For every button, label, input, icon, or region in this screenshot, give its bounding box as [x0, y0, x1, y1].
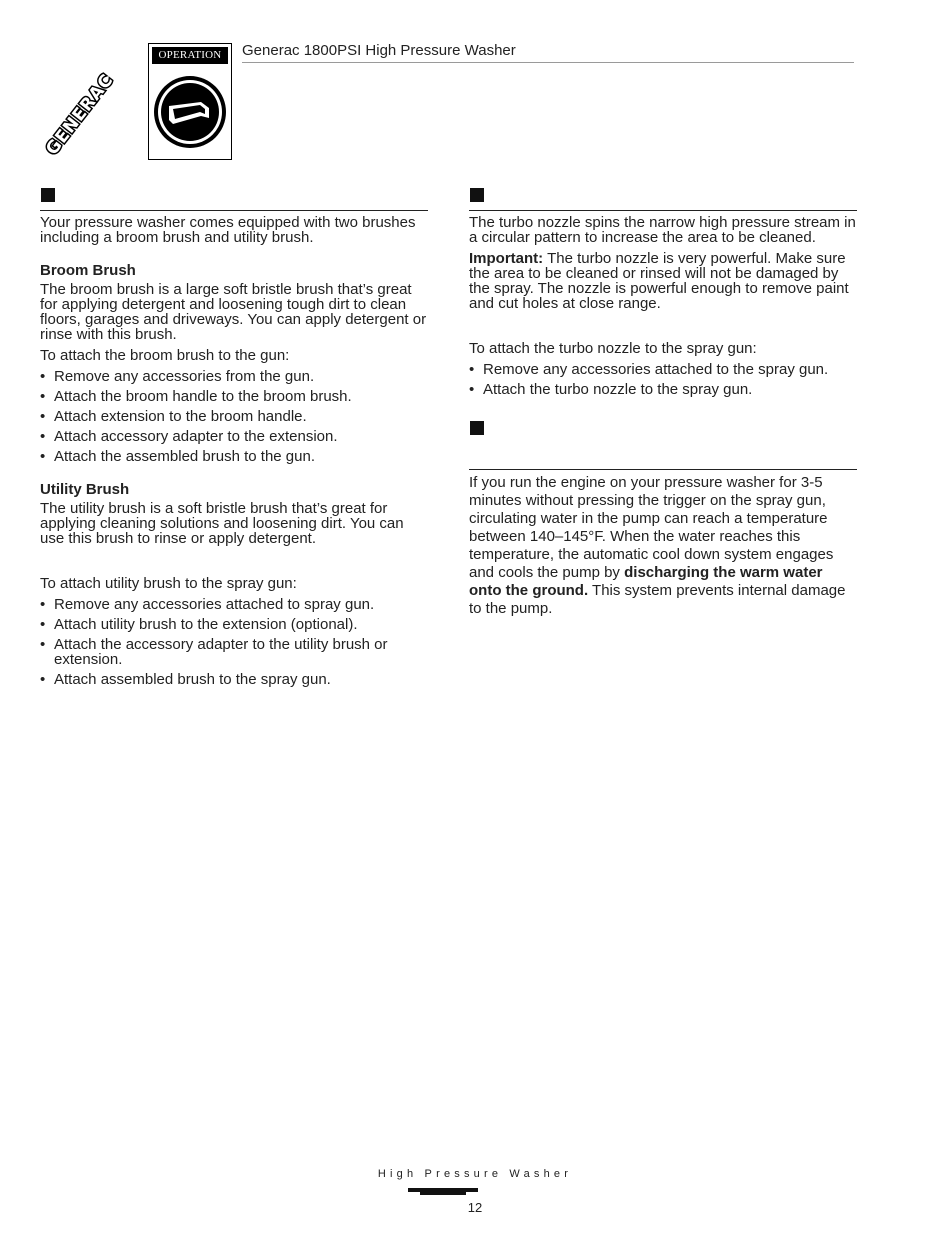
page-number: 12: [467, 1200, 483, 1215]
turbo-text: The turbo nozzle spins the narrow high pressure stream in a circular pattern to increase the area to be cleaned.: [469, 214, 856, 246]
list-item: • Remove any accessories from the gun.: [40, 368, 315, 385]
list-item: • Attach the assembled brush to the gun.: [40, 448, 315, 465]
brand-logo: [40, 42, 152, 162]
list-item: • Attach the turbo nozzle to the spray gun.: [469, 381, 753, 398]
list-item: • Attach accessory adapter to the extension.: [40, 428, 338, 445]
broom-steps-list: [40, 369, 428, 464]
turbo-steps-list: [469, 362, 857, 397]
utility-steps-list: [40, 597, 428, 687]
utility-brush-text: The utility brush is a soft bristle brush that’s great for applying cleaning solutions and loosening dirt. You can use this brush to rinse or apply detergent.: [40, 500, 404, 547]
list-item: • Attach extension to the broom handle.: [40, 408, 307, 425]
operation-icon: [151, 64, 229, 158]
broom-brush-heading: Broom Brush: [40, 262, 136, 279]
header-rule: [242, 62, 854, 63]
list-item: • Attach assembled brush to the spray gun.: [40, 671, 331, 688]
operation-badge-label: OPERATION: [152, 47, 228, 64]
list-item: • Remove any accessories attached to the spray gun.: [469, 361, 829, 378]
broom-attach-intro: To attach the broom brush to the gun:: [40, 347, 290, 364]
brushes-intro: Your pressure washer comes equipped with two brushes including a broom brush and utility brush.: [40, 214, 416, 246]
left-column: [40, 188, 428, 692]
section-marker: [41, 188, 55, 202]
brushes-section-header: [40, 188, 428, 211]
utility-attach-intro: To attach utility brush to the spray gun:: [40, 575, 297, 592]
cooldown-section-header: [469, 421, 857, 470]
important-label: Important:: [469, 250, 544, 267]
footer-bar-tab: [420, 1192, 466, 1195]
list-item: • Attach the accessory adapter to the utility brush or extension.: [40, 636, 388, 668]
important-text: The turbo nozzle is very powerful. Make sure the area to be cleaned or rinsed will not be damaged by the spray. The nozzle is powerful enough to remove paint and cut holes at close range.: [469, 250, 849, 312]
list-item: • Remove any accessories attached to spray gun.: [40, 596, 375, 613]
section-marker: [470, 188, 484, 202]
header-title: Generac 1800PSI High Pressure Washer: [242, 42, 516, 59]
turbo-important: [469, 251, 857, 311]
utility-brush-heading: Utility Brush: [40, 481, 130, 498]
section-marker: [470, 421, 484, 435]
operation-badge: [148, 43, 232, 160]
turbo-attach-intro: To attach the turbo nozzle to the spray gun:: [469, 340, 757, 357]
footer-title: High Pressure Washer: [377, 1168, 573, 1180]
broom-brush-text: The broom brush is a large soft bristle brush that’s great for applying detergent and loosening tough dirt to clean floors, garages and driveways. You can apply detergent or rinse with this brush.: [40, 281, 427, 343]
list-item: • Attach utility brush to the extension (optional).: [40, 616, 358, 633]
right-column: [469, 188, 857, 618]
turbo-section-header: [469, 188, 857, 211]
cooldown-text: If you run the engine on your pressure washer for 3-5 minutes without pressing the trigger on the spray gun, circulating water in the pump can reach a temperature between 140–145°F. When the water reaches this temperature, the automatic cool down system engages and cools the pump by discharging the warm water onto the ground. This system prevents internal damage to the pump.: [469, 474, 846, 617]
list-item: • Attach the broom handle to the broom brush.: [40, 388, 352, 405]
brand-logo-text: GENERAC: [42, 70, 118, 160]
